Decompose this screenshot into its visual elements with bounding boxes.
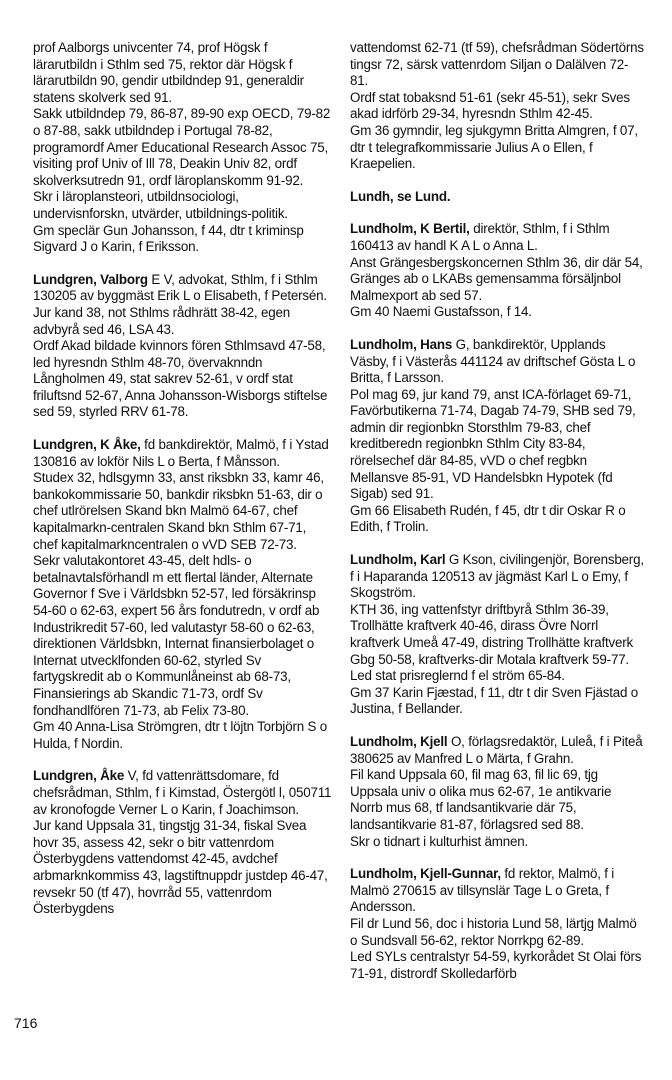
entry-lundgren-k-ake (33, 437, 333, 752)
left-column (33, 40, 333, 934)
entry-headline (33, 437, 333, 470)
entry-lundholm-hans (350, 337, 646, 536)
entry-headline (350, 189, 646, 206)
entry-lundgren-ake-v (33, 768, 333, 917)
entry-text: prof Aalborgs univcenter 74, prof Högsk f lärarutbildn i Sthlm sed 75, rektor där Högsk f lärarutbildn 90, gendir utbildndep 91, generaldir statens skolverk sed 91. (33, 40, 304, 105)
entry-headline (350, 866, 646, 916)
entry-headline-text: direktör, Sthlm, f i Sthlm 160413 av handl K A L o Anna L. (350, 221, 610, 253)
right-column (350, 40, 646, 998)
page-number: 716 (14, 1015, 38, 1031)
entry-name: Lundgren, Valborg (33, 271, 148, 287)
entry-text: Studex 32, hdlsgymn 33, anst riksbkn 33, kamr 46, bankokommissarie 50, bankdir riksbkn 51-63, dir o chef utlrörelsen Skand bkn Malmö 64-67, chef kapitalmarkn-centralen Skand bkn Sthlm 67-71, chef kapitalmarkncentralen o vVD SEB 72-73. (33, 470, 324, 552)
entry-headline (33, 768, 333, 818)
entry-text: Jur kand Uppsala 31, tingstjg 31-34, fiskal Svea hovr 35, assess 42, sekr o bitr vattenrdom Österbygdens vattendomst 42-45, avdchef arbmarknkommiss 43, lagstiftnuppdr justdep 46-47, revsekr 50 (tf 47), hovrråd 55, vattenrdom Österbygdens (33, 818, 328, 917)
entry-text: Jur kand 38, not Sthlms rådhrätt 38-42, egen advbyrå sed 46, LSA 43. (33, 304, 290, 337)
entry-name: Lundgren, K Åke, (33, 437, 141, 453)
entry-text: Ordf Akad bildade kvinnors fören Sthlmsavd 47-58, led hyresndn Sthlm 48-70, övervaknndn Långholmen 49, stat sakrev 52-61, v ordf stat friluftsnd 52-67, Anna Johansson-Wisborgs stiftelse sed 59, styrled RRV 61-78. (33, 338, 328, 420)
entry-text: Skr o tidnart i kulturhist ämnen. (350, 833, 528, 849)
entry-text: Fil dr Lund 56, doc i historia Lund 58, lärtjg Malmö o Sundsvall 56-62, rektor Norrkpg 62-89. (350, 915, 637, 948)
entry-continued-lundgren-ake-v (350, 40, 646, 173)
entry-text: Sekr valutakontoret 43-45, delt hdls- o betalnavtalsförhandl m ett flertal länder, Alternate Governor f Sve i Världsbkn 52-57, led försäkrinsp 54-60 o 62-63, expert 56 års fondutredn, v ordf ab Industrikredit 57-60, led valutastyr 58-60 o 62-63, direktionen Världsbkn, Internat finansierbolaget o Internat utvecklfonden 60-62, styrled Sv fartygskredit ab o Kommunlåneinst ab 68-73, Finansierings ab Skandic 71-73, ordf Sv fondhandlfören 71-73, ab Felix 73-80. (33, 553, 320, 718)
entry-text: Sakk utbildndep 79, 86-87, 89-90 exp OECD, 79-82 o 87-88, sakk utbildndep i Portugal 78-82, programordf Amer Educational Research Assoc 75, visiting prof Univ of Ill 78, Deakin Univ 82, ordf skolverksutredn 91, ordf läroplanskomm 91-92. (33, 106, 331, 188)
entry-headline (33, 272, 333, 305)
entry-headline (350, 552, 646, 602)
entry-given-names: K Bertil, (416, 221, 470, 237)
entry-headline-text: E V, advokat, Sthlm, f i Sthlm 130205 av byggmäst Erik L o Elisabeth, f Petersén. (33, 271, 327, 304)
entry-text: Led SYLs centralstyr 54-59, kyrkorådet St Olai förs 71-91, distrordf Skolledarförb (350, 949, 642, 981)
entry-text: Led stat prisreglernd f el ström 65-84. (350, 668, 565, 684)
entry-lundgren-valborg (33, 272, 333, 421)
entry-text: Skr i läroplansteori, utbildnsociologi, undervisnforskn, utvärder, utbildnings-politik. (33, 189, 288, 221)
entry-text: KTH 36, ing vattenfstyr driftbyrå Sthlm 36-39, Trollhätte kraftverk 40-46, dirass Övre Norrl kraftverk Umeå 47-49, distring Trollhätte kraftverk Gbg 50-58, kraftverks-dir Motala kraftverk 59-77. (350, 601, 634, 667)
entry-headline (350, 221, 646, 254)
entry-name: Lundh, se Lund. (350, 188, 451, 204)
entry-name: Lundholm, Karl (350, 552, 446, 568)
entry-text: Gm 37 Karin Fjæstad, f 11, dtr t dir Sven Fjästad o Justina, f Bellander. (350, 684, 638, 717)
entry-headline-text: G Kson, civilingenjör, Borensberg, f i Haparanda 120513 av jägmäst Karl L o Emy, f Skogström. (350, 552, 644, 601)
entry-lundholm-kjell (350, 734, 646, 850)
entry-name: Lundholm, Hans (350, 336, 453, 352)
entry-headline-text: V, fd vattenrättsdomare, fd chefsrådman, Sthlm, f i Kimstad, Östergötl l, 050711 av kronofogde Verner L o Karin, f Joachimson. (33, 768, 332, 817)
entry-lundholm-karl (350, 552, 646, 718)
entry-text: Pol mag 69, jur kand 79, anst ICA-förlaget 69-71, Favörbutikerna 71-74, Dagab 74-79, SHB sed 79, admin dir regionbkn Storsthlm 79-83, chef kreditberedn regionbkn Sthlm City 83-84, rörelsechef där 84-85, vVD o chef regbkn Mellansve 85-91, VD Handelsbkn Hypotek (fd Sigab) sed 91. (350, 386, 636, 502)
entry-headline-text: fd rektor, Malmö, f i Malmö 270615 av tillsynslär Tage L o Greta, f Andersson. (350, 866, 615, 915)
entry-text: Anst Grängesbergskoncernen Sthlm 36, dir där 54, Gränges ab o LKABs gemensamma försäljnbol Malmexport ab sed 57. (350, 254, 643, 303)
entry-headline-text: O, förlagsredaktör, Luleå, f i Piteå 380625 av Manfred L o Märta, f Grahn. (350, 733, 643, 766)
entry-name: Lundholm, (350, 221, 417, 237)
entry-text: Gm 36 gymndir, leg sjukgymn Britta Almgren, f 07, dtr t telegrafkommissarie Julius A o Ellen, f Kraepelien. (350, 122, 638, 172)
entry-text: Gm speclär Gun Johansson, f 44, dtr t kriminsp Sigvard J o Karin, f Eriksson. (33, 222, 304, 255)
entry-headline (350, 734, 646, 767)
entry-text: Gm 40 Anna-Lisa Strömgren, dtr t löjtn Torbjörn S o Hulda, f Nordin. (33, 719, 327, 751)
entry-lundh-cross-reference (350, 189, 646, 206)
entry-continued-lundgren-ulf (33, 40, 333, 256)
entry-text: Fil kand Uppsala 60, fil mag 63, fil lic 69, tjg Uppsala univ o olika mus 62-67, 1e antikvarie Norrb mus 68, tf landsantikvarie där 75, landsantikvarie 81-87, förlagsred sed 88. (350, 767, 612, 832)
entry-text: Ordf stat tobaksnd 51-61 (sekr 45-51), sekr Sves akad idrförb 29-34, hyresndn Sthlm 42-45. (350, 89, 630, 122)
entry-text: Gm 66 Elisabeth Rudén, f 45, dtr t dir Oskar R o Edith, f Trolin. (350, 502, 626, 535)
entry-lundholm-bertil (350, 221, 646, 321)
entry-name: Lundgren, Åke (33, 768, 125, 784)
entry-text: Gm 40 Naemi Gustafsson, f 14. (350, 304, 532, 320)
entry-headline (350, 337, 646, 387)
entry-name: Lundholm, Kjell-Gunnar, (350, 866, 501, 882)
entry-headline-text: G, bankdirektör, Upplands Väsby, f i Västerås 441124 av driftschef Gösta L o Britta, f Larsson. (350, 336, 636, 386)
entry-headline-text: fd bankdirektör, Malmö, f i Ystad 130816 av lokför Nils L o Berta, f Månsson. (33, 437, 329, 469)
entry-text: vattendomst 62-71 (tf 59), chefsrådman Södertörns tingsr 72, särsk vattenrdom Siljan o Dalälven 72-81. (350, 40, 644, 89)
entry-name: Lundholm, Kjell (350, 733, 448, 749)
entry-lundholm-kjell-gunnar (350, 866, 646, 982)
